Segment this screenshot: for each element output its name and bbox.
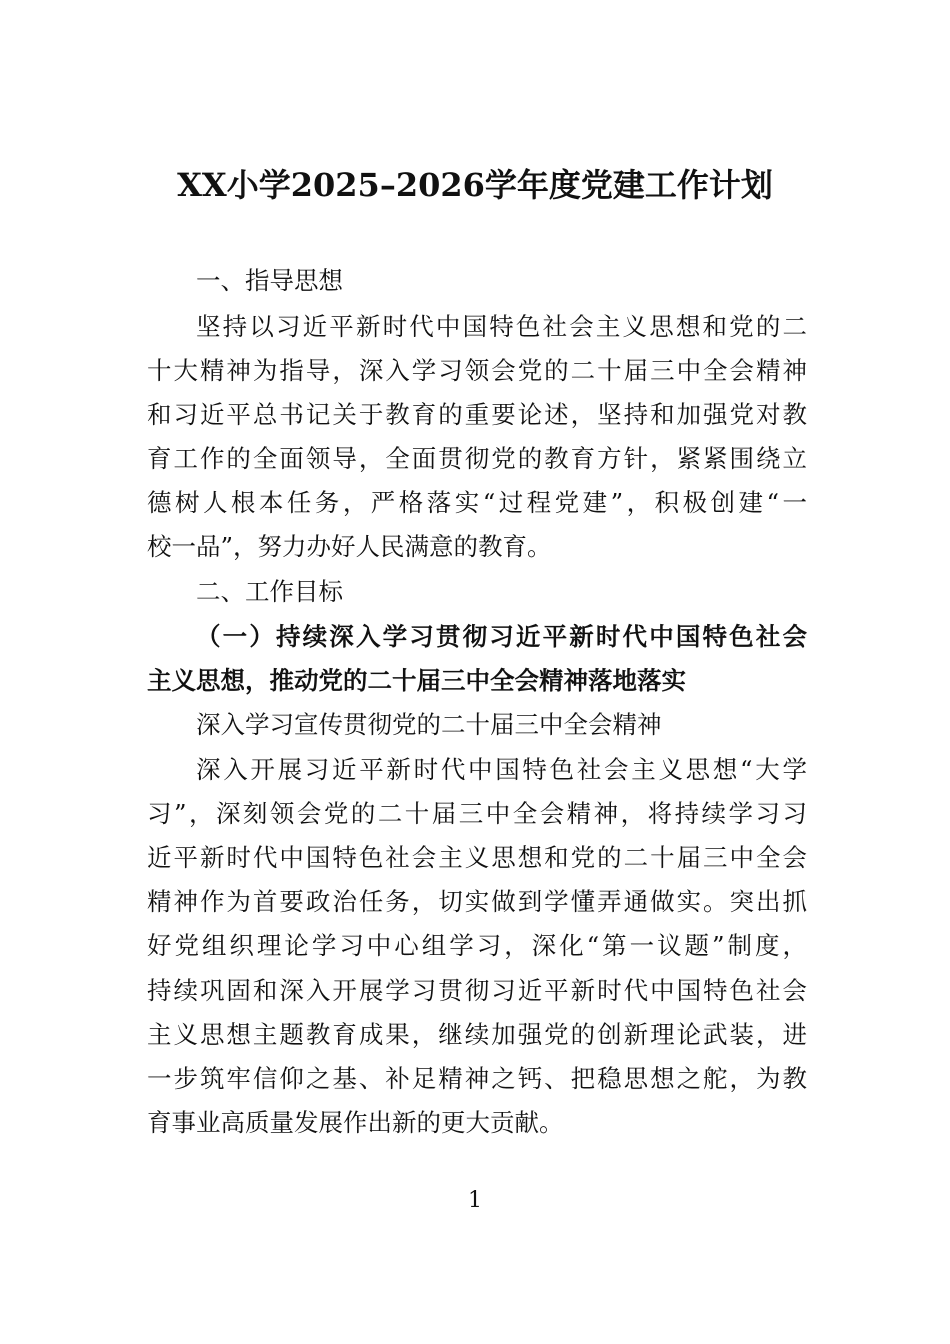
paragraph-line: 育工作的全面领导，全面贯彻党的教育方针，紧紧围绕立 (147, 444, 807, 473)
paragraph-line: 近平新时代中国特色社会主义思想和党的二十届三中全会 (147, 843, 807, 872)
paragraph-line: 十大精神为指导，深入学习领会党的二十届三中全会精神 (147, 356, 807, 385)
paragraph-line: 持续巩固和深入开展学习贯彻习近平新时代中国特色社会 (147, 976, 807, 1005)
paragraph-line: 深入开展习近平新时代中国特色社会主义思想“大学 (196, 755, 807, 784)
paragraph-line: 德树人根本任务，严格落实“过程党建”，积极创建“一 (147, 488, 807, 517)
paragraph-line: 一步筑牢信仰之基、补足精神之钙、把稳思想之舵，为教 (147, 1064, 807, 1093)
paragraph-line: 好党组织理论学习中心组学习，深化“第一议题”制度， (147, 931, 807, 960)
paragraph-line: 育事业高质量发展作出新的更大贡献。 (147, 1108, 564, 1137)
subheading-line: 主义思想，推动党的二十届三中全会精神落地落实 (147, 666, 686, 695)
paragraph-line: 校一品”，努力办好人民满意的教育。 (147, 532, 552, 561)
section-heading: 一、指导思想 (196, 266, 343, 295)
section-heading: 二、工作目标 (196, 577, 343, 606)
paragraph-line: 习”，深刻领会党的二十届三中全会精神，将持续学习习 (147, 799, 807, 828)
subtitle-line: 深入学习宣传贯彻党的二十届三中全会精神 (196, 710, 662, 739)
page-number: 1 (468, 1188, 482, 1213)
paragraph-line: 坚持以习近平新时代中国特色社会主义思想和党的二 (196, 312, 807, 341)
document-title: XX小学2025–2026学年度党建工作计划 (177, 166, 773, 204)
paragraph-line: 精神作为首要政治任务，切实做到学懂弄通做实。突出抓 (147, 887, 807, 916)
subheading-line: （一）持续深入学习贯彻习近平新时代中国特色社会 (196, 622, 807, 651)
paragraph-line: 和习近平总书记关于教育的重要论述，坚持和加强党对教 (147, 400, 807, 429)
paragraph-line: 主义思想主题教育成果，继续加强党的创新理论武装，进 (147, 1020, 807, 1049)
